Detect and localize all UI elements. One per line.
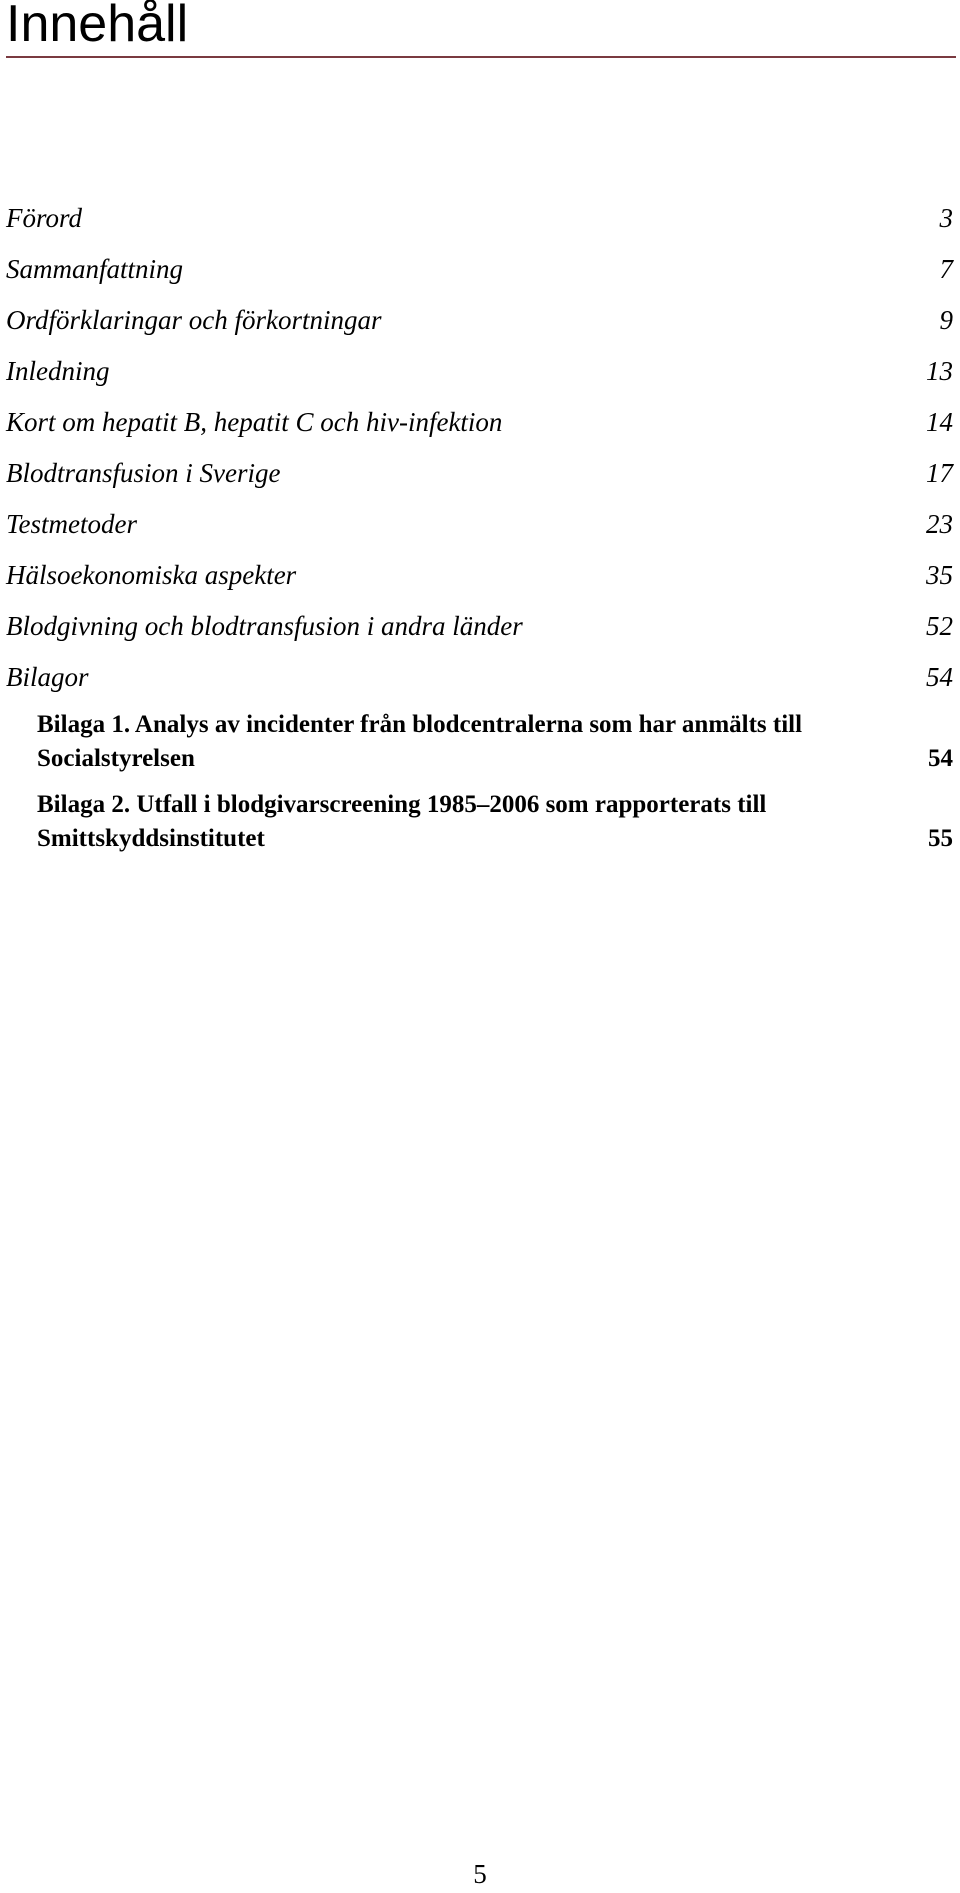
toc-entry-page: 54 [926,662,953,692]
toc-entry-halsoekonomiska[interactable] [6,550,953,601]
toc-entry-sammanfattning[interactable] [6,244,953,295]
toc-subentry-label-line1: Bilaga 2. Utfall i blodgivarscreening 1985–2006 som rapporterats till [37,791,767,818]
toc-entry-kort-om-hepatit[interactable] [6,397,953,448]
toc-entry-forord[interactable] [6,193,953,244]
toc-entry-page: 3 [939,203,953,233]
toc-entry-label: Bilagor [6,662,89,692]
toc-entry-label: Sammanfattning [6,254,184,284]
toc-entry-inledning[interactable] [6,346,953,397]
toc-entry-label: Förord [6,203,83,233]
toc-entry-page: 14 [926,407,953,437]
toc-entry-page: 52 [926,611,953,641]
toc-entry-label: Ordförklaringar och förkortningar [6,305,382,335]
toc-subentry-page: 54 [928,745,953,772]
page-number: 5 [473,1859,487,1889]
toc-entry-testmetoder[interactable] [6,499,953,550]
toc-entry-page: 9 [939,305,953,335]
toc-subentry-page: 55 [928,825,953,852]
table-of-contents [6,193,953,703]
toc-entry-page: 23 [926,509,953,539]
appendix-list [37,708,953,868]
toc-entry-label: Blodtransfusion i Sverige [6,458,281,488]
toc-entry-label: Blodgivning och blodtransfusion i andra länder [6,611,523,641]
toc-entry-page: 13 [926,356,953,386]
toc-entry-blodgivning-andra-lander[interactable] [6,601,953,652]
toc-subentry-bilaga-1[interactable] [37,708,953,776]
toc-entry-page: 7 [939,254,953,284]
toc-subentry-bilaga-2[interactable] [37,788,953,856]
toc-entry-label: Hälsoekonomiska aspekter [6,560,297,590]
toc-entry-blodtransfusion-sverige[interactable] [6,448,953,499]
toc-entry-bilagor[interactable] [6,652,953,703]
toc-subentry-label-line2: Smittskyddsinstitutet [37,825,265,852]
toc-subentry-label-line1: Bilaga 1. Analys av incidenter från blodcentralerna som har anmälts till [37,711,803,738]
toc-subentry-label-line2: Socialstyrelsen [37,745,195,772]
title-divider [6,56,956,58]
page-title: Innehåll [6,0,189,53]
toc-entry-label: Testmetoder [6,509,138,539]
toc-entry-page: 17 [926,458,953,488]
toc-entry-label: Kort om hepatit B, hepatit C och hiv-infektion [6,407,503,437]
toc-entry-page: 35 [926,560,953,590]
toc-entry-ordforklaringar[interactable] [6,295,953,346]
toc-entry-label: Inledning [6,356,110,386]
